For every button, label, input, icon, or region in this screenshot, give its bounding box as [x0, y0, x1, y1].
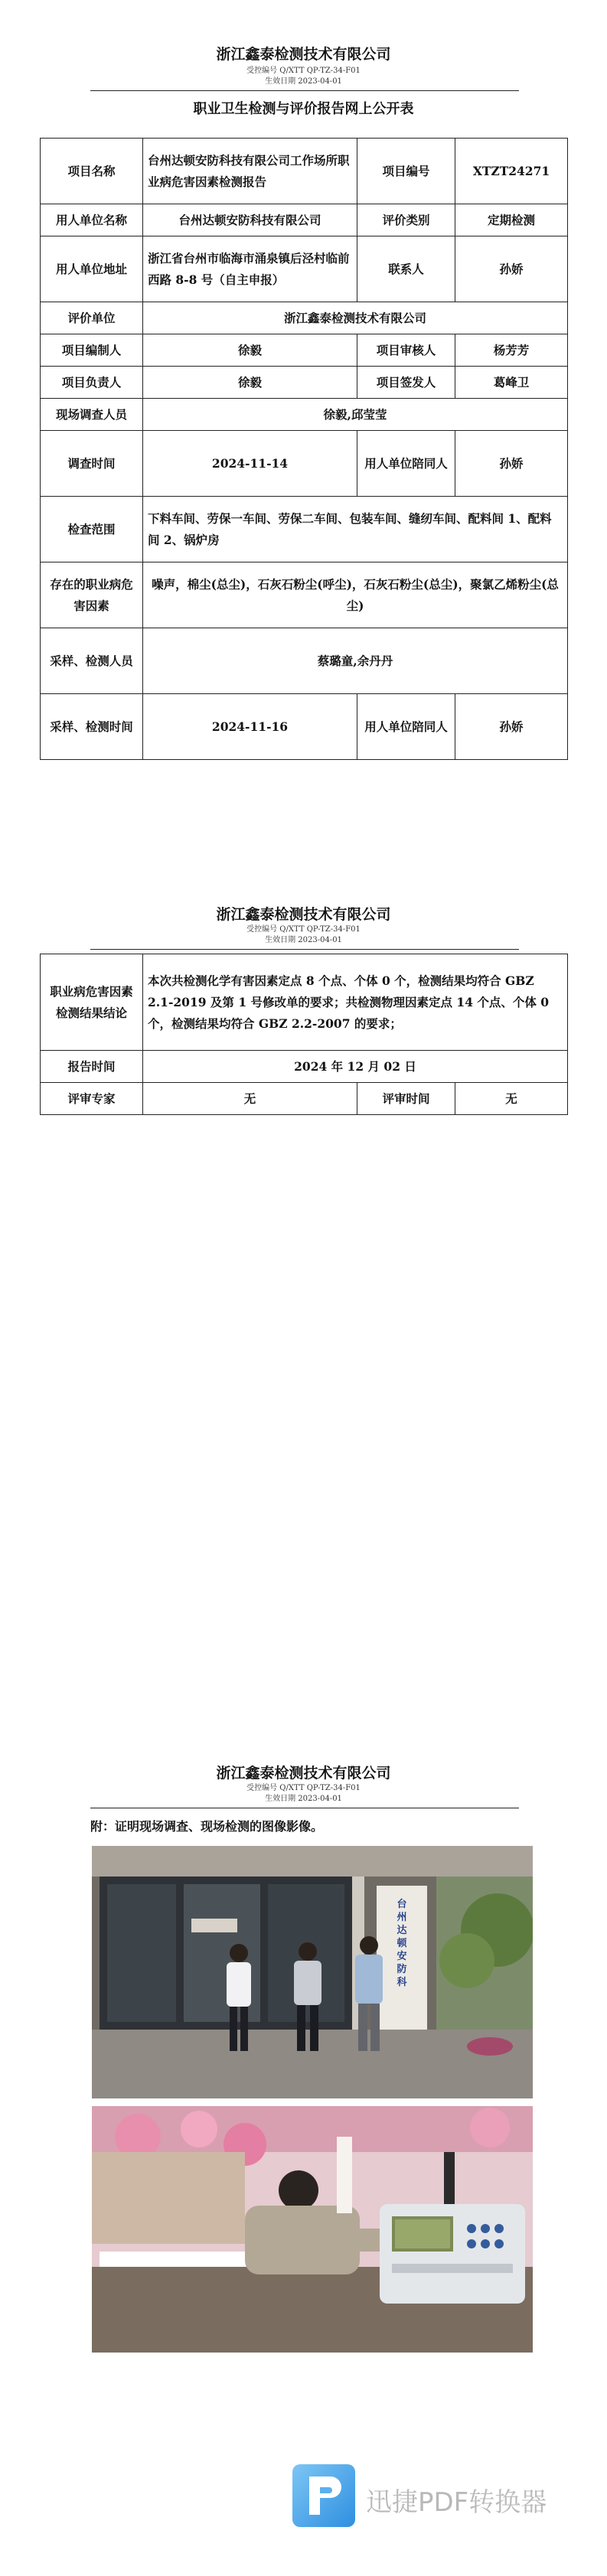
conclusion-table	[40, 954, 568, 1115]
header-effective-date: 生效日期 2023-04-01	[265, 77, 342, 86]
hazards-value: 噪声，棉尘(总尘)，石灰石粉尘(呼尘)，石灰石粉尘(总尘)，聚氯乙烯粉尘(总尘)	[143, 562, 568, 628]
expert-label: 评审专家	[41, 1083, 143, 1115]
table-row	[41, 562, 568, 628]
review-time-label: 评审时间	[357, 1083, 455, 1115]
header-control-no: 受控编号 Q/XTT QP-TZ-34-F01	[246, 925, 361, 934]
watermark-text: 迅捷PDF转换器	[366, 2487, 547, 2518]
header-effective-date: 生效日期 2023-04-01	[265, 1795, 342, 1803]
table-row	[41, 497, 568, 562]
accompany2-label: 用人单位陪同人	[357, 694, 455, 760]
header-control-no: 受控编号 Q/XTT QP-TZ-34-F01	[246, 67, 361, 75]
contact-value: 孙娇	[455, 236, 568, 302]
report-time-value: 2024 年 12 月 02 日	[143, 1051, 568, 1083]
pdf-converter-logo-icon	[292, 2464, 355, 2527]
sample-time-label: 采样、检测时间	[41, 694, 143, 760]
eval-unit-value: 浙江鑫泰检测技术有限公司	[143, 302, 568, 334]
header-company: 浙江鑫泰检测技术有限公司	[216, 906, 391, 923]
contact-label: 联系人	[357, 236, 455, 302]
table-row	[41, 139, 568, 204]
table-row	[41, 954, 568, 1051]
address-label: 用人单位地址	[41, 236, 143, 302]
header-rule	[90, 90, 519, 91]
header-effective-date: 生效日期 2023-04-01	[265, 936, 342, 944]
document-title: 职业卫生检测与评价报告网上公开表	[193, 101, 414, 117]
table-row	[41, 204, 568, 236]
scope-label: 检查范围	[41, 497, 143, 562]
eval-type-label: 评价类别	[357, 204, 455, 236]
conclusion-label: 职业病危害因素检测结果结论	[41, 954, 143, 1051]
table-row	[41, 1051, 568, 1083]
header-company: 浙江鑫泰检测技术有限公司	[216, 1765, 391, 1782]
site-detection-photo-image	[92, 2106, 533, 2353]
accompany2-value: 孙娇	[455, 694, 568, 760]
table-row	[41, 399, 568, 431]
compiler-value: 徐毅	[143, 334, 357, 367]
employer-label: 用人单位名称	[41, 204, 143, 236]
pdf-converter-watermark	[292, 2464, 568, 2533]
reviewer-label: 项目审核人	[357, 334, 455, 367]
survey-time-value: 2024-11-14	[143, 431, 357, 497]
table-row	[41, 334, 568, 367]
site-survey-photo-image	[92, 1846, 533, 2098]
table-row	[41, 236, 568, 302]
eval-type-value: 定期检测	[455, 204, 568, 236]
issuer-label: 项目签发人	[357, 367, 455, 399]
address-value: 浙江省台州市临海市涌泉镇后泾村临前西路 8-8 号（自主申报）	[143, 236, 357, 302]
scope-value: 下料车间、劳保一车间、劳保二车间、包装车间、缝纫车间、配料间 1、配料间 2、锅炉房	[143, 497, 568, 562]
employer-value: 台州达顿安防科技有限公司	[143, 204, 357, 236]
project-name-value: 台州达顿安防科技有限公司工作场所职业病危害因素检测报告	[143, 139, 357, 204]
table-row	[41, 1083, 568, 1115]
table-row	[41, 694, 568, 760]
samplers-label: 采样、检测人员	[41, 628, 143, 694]
company-sign-text: 台州达顿安防科	[397, 1899, 407, 1988]
table-row	[41, 431, 568, 497]
expert-value: 无	[143, 1083, 357, 1115]
conclusion-value: 本次共检测化学有害因素定点 8 个点、个体 0 个，检测结果均符合 GBZ 2.1-2019 及第 1 号修改单的要求；共检测物理因素定点 14 个点、个体 0 个，检测结果均符合 GBZ 2.2-2007 的要求；	[143, 954, 568, 1051]
project-no-label: 项目编号	[357, 139, 455, 204]
survey-time-label: 调查时间	[41, 431, 143, 497]
reviewer-value: 杨芳芳	[455, 334, 568, 367]
report-time-label: 报告时间	[41, 1051, 143, 1083]
site-detection-photo	[92, 2106, 533, 2353]
leader-value: 徐毅	[143, 367, 357, 399]
accompany-value: 孙娇	[455, 431, 568, 497]
issuer-value: 葛峰卫	[455, 367, 568, 399]
header-company: 浙江鑫泰检测技术有限公司	[216, 46, 391, 63]
attachment-title: 附：证明现场调查、现场检测的图像影像。	[90, 1819, 324, 1834]
sample-time-value: 2024-11-16	[143, 694, 357, 760]
disclosure-table	[40, 138, 568, 760]
accompany-label: 用人单位陪同人	[357, 431, 455, 497]
investigators-value: 徐毅,邱莹莹	[143, 399, 568, 431]
eval-unit-label: 评价单位	[41, 302, 143, 334]
project-name-label: 项目名称	[41, 139, 143, 204]
leader-label: 项目负责人	[41, 367, 143, 399]
review-time-value: 无	[455, 1083, 568, 1115]
table-row	[41, 302, 568, 334]
table-row	[41, 628, 568, 694]
compiler-label: 项目编制人	[41, 334, 143, 367]
table-row	[41, 367, 568, 399]
samplers-value: 蔡璐童,余丹丹	[143, 628, 568, 694]
header-rule	[90, 949, 519, 950]
hazards-label: 存在的职业病危害因素	[41, 562, 143, 628]
header-control-no: 受控编号 Q/XTT QP-TZ-34-F01	[246, 1784, 361, 1792]
investigators-label: 现场调查人员	[41, 399, 143, 431]
project-no-value: XTZT24271	[455, 139, 568, 204]
site-survey-photo	[92, 1846, 533, 2098]
